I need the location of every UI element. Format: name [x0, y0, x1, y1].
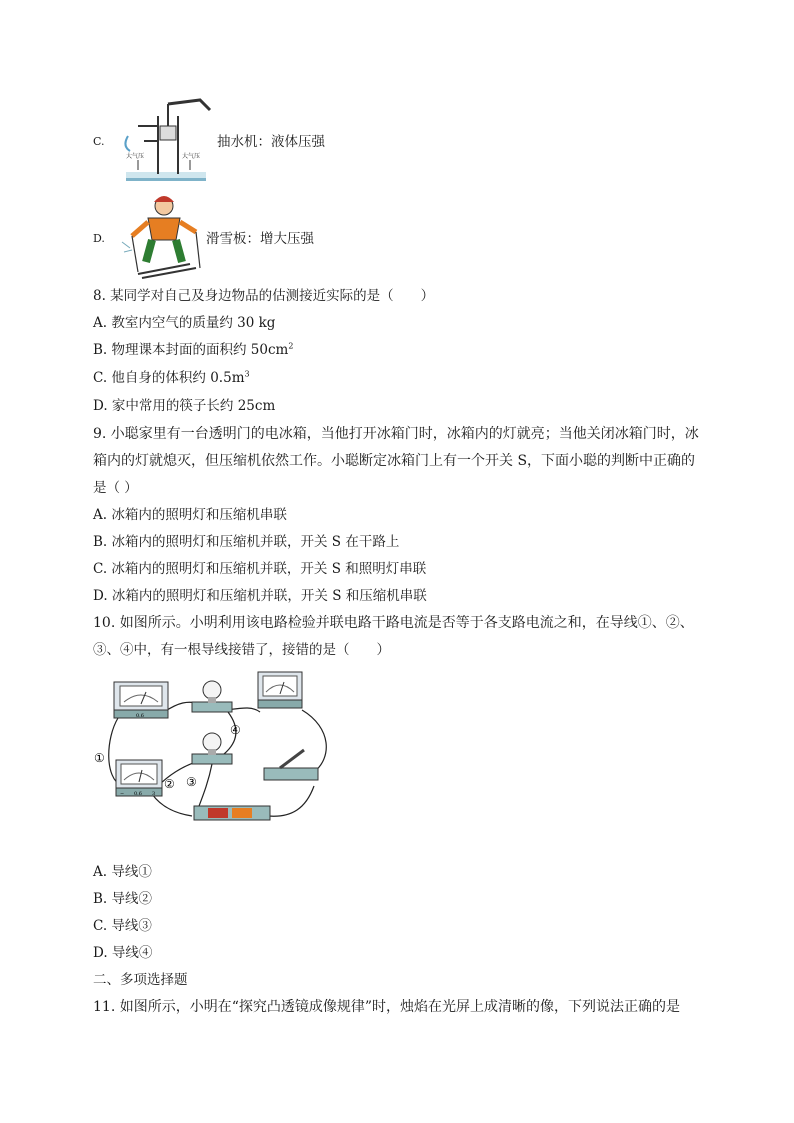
- ammeter-scale-label: 0.6: [136, 713, 144, 719]
- q8-option-a: A. 教室内空气的质量约 30 kg: [93, 315, 276, 331]
- q9-option-c: C. 冰箱内的照明灯和压缩机并联，开关 S 和照明灯串联: [93, 561, 427, 577]
- option-d-label: D.: [93, 232, 105, 245]
- q9-stem-line2: 箱内的灯就熄灭，但压缩机依然工作。小聪断定冰箱门上有一个开关 S，下面小聪的判断中正确的: [93, 453, 696, 469]
- wire-label-1: ①: [94, 751, 105, 765]
- ammeter-three-label: 3: [152, 791, 156, 797]
- bulb-middle: [192, 733, 232, 764]
- q8-option-d: D. 家中常用的筷子长约 25cm: [93, 398, 276, 414]
- q10-stem-line1: 10. 如图所示。小明利用该电路检验并联电路干路电流是否等于各支路电流之和，在导线①、②、: [93, 615, 694, 631]
- battery-box: [194, 806, 270, 820]
- q9-option-d: D. 冰箱内的照明灯和压缩机并联，开关 S 和压缩机串联: [93, 588, 427, 604]
- q9-stem-line3: 是（ ）: [93, 480, 138, 496]
- circuit-figure: [92, 668, 332, 830]
- q10-option-c: C. 导线③: [93, 918, 152, 934]
- ammeter-scale-label-2: 0.6: [134, 791, 142, 797]
- option-d-caption: 滑雪板：增大压强: [206, 231, 314, 247]
- q10-stem-line2: ③、④中，有一根导线接错了，接错的是（ ）: [93, 642, 390, 658]
- q11-stem-line1: 11. 如图所示，小明在“探究凸透镜成像规律”时，烛焰在光屏上成清晰的像，下列说法正确的是: [93, 999, 681, 1015]
- wire-label-2: ②: [164, 777, 175, 791]
- ammeter-top-right: [258, 672, 302, 708]
- q8-stem: 8. 某同学对自己及身边物品的估测接近实际的是（ ）: [93, 288, 435, 304]
- q9-option-a: A. 冰箱内的照明灯和压缩机串联: [93, 507, 287, 523]
- q10-option-b: B. 导线②: [93, 891, 153, 907]
- option-c-caption: 抽水机：液体压强: [217, 134, 325, 150]
- wire-label-3: ③: [186, 775, 197, 789]
- ammeter-minus-label: −: [120, 791, 125, 797]
- atm-label-right: 大气压: [182, 153, 201, 160]
- q9-option-b: B. 冰箱内的照明灯和压缩机并联，开关 S 在干路上: [93, 534, 400, 550]
- q10-option-a: A. 导线①: [93, 864, 152, 880]
- q8-option-c: C. 他自身的体积约 $0.5m^3$: [93, 369, 250, 386]
- atm-label-left: 大气压: [126, 153, 145, 160]
- bulb-top: [192, 681, 232, 712]
- switch-component: [264, 750, 318, 780]
- ammeter-top-left: [114, 682, 168, 719]
- section-title-multiple-choice: 二、多项选择题: [93, 972, 188, 988]
- skier-figure: [118, 192, 208, 280]
- pump-figure: [118, 96, 213, 186]
- q9-stem-line1: 9. 小聪家里有一台透明门的电冰箱，当他打开冰箱门时，冰箱内的灯就亮；当他关闭冰箱门时，冰: [93, 426, 699, 442]
- q8-option-b: B. 物理课本封面的面积约 $50cm^2$: [93, 341, 294, 358]
- q10-option-d: D. 导线④: [93, 945, 153, 961]
- option-c-label: C.: [93, 135, 105, 148]
- ammeter-bottom-left: [116, 760, 162, 797]
- wire-label-4: ④: [230, 723, 241, 737]
